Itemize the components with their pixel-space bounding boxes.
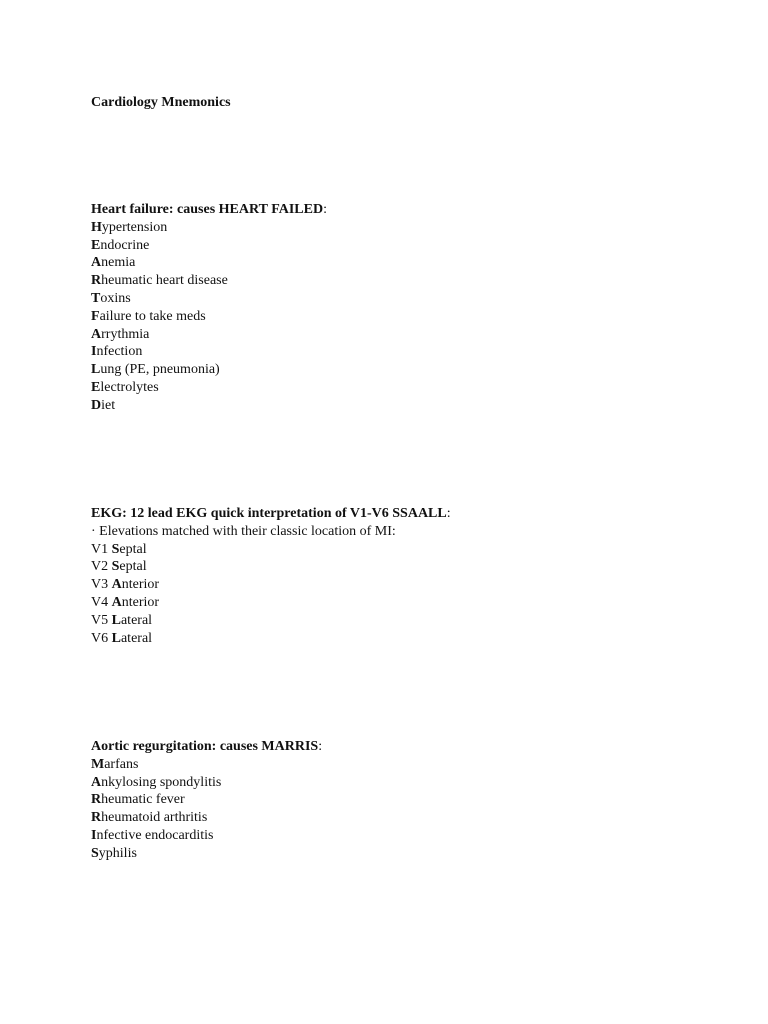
list-item: Diet — [91, 397, 116, 413]
list-item: V6 Lateral — [91, 630, 153, 646]
list-item: Failure to take meds — [91, 308, 206, 324]
list-item: Arrythmia — [91, 326, 150, 342]
list-item: Rheumatic fever — [91, 792, 185, 808]
aortic-regurgitation-heading: Aortic regurgitation: causes MARRIS: — [91, 739, 323, 754]
list-item: Anemia — [91, 255, 136, 271]
aortic-regurgitation-section — [91, 738, 322, 863]
ekg-section — [91, 505, 451, 647]
list-item: Endocrine — [91, 237, 150, 253]
ekg-heading-text: EKG: 12 lead EKG quick interpretation of V1-V6 SSAALL — [91, 506, 447, 521]
list-item: V5 Lateral — [91, 612, 153, 628]
heart-failure-heading-text: Heart failure: causes HEART FAILED — [91, 202, 324, 217]
list-item: Rheumatoid arthritis — [91, 810, 208, 826]
ekg-heading: EKG: 12 lead EKG quick interpretation of V1-V6 SSAALL: — [91, 506, 451, 521]
list-item: V2 Septal — [91, 559, 147, 575]
list-item: Rheumatic heart disease — [91, 273, 228, 289]
list-item: Hypertension — [91, 219, 168, 235]
heart-failure-section — [91, 201, 327, 415]
list-item: V4 Anterior — [91, 594, 160, 610]
ekg-note: · Elevations matched with their classic location of MI: — [91, 523, 396, 539]
document-title: Cardiology Mnemonics — [91, 95, 231, 110]
list-item: Infection — [91, 344, 143, 360]
list-item: V1 Septal — [91, 541, 147, 557]
list-item: Syphilis — [91, 845, 137, 861]
list-item: Ankylosing spondylitis — [91, 774, 222, 790]
list-item: Infective endocarditis — [91, 827, 214, 843]
list-item: Electrolytes — [91, 379, 159, 395]
list-item: Toxins — [91, 290, 131, 306]
list-item: Marfans — [91, 756, 139, 772]
heart-failure-heading: Heart failure: causes HEART FAILED: — [91, 202, 327, 217]
list-item: V3 Anterior — [91, 577, 160, 593]
list-item: Lung (PE, pneumonia) — [91, 362, 220, 378]
aortic-regurgitation-heading-text: Aortic regurgitation: causes MARRIS — [91, 739, 319, 754]
